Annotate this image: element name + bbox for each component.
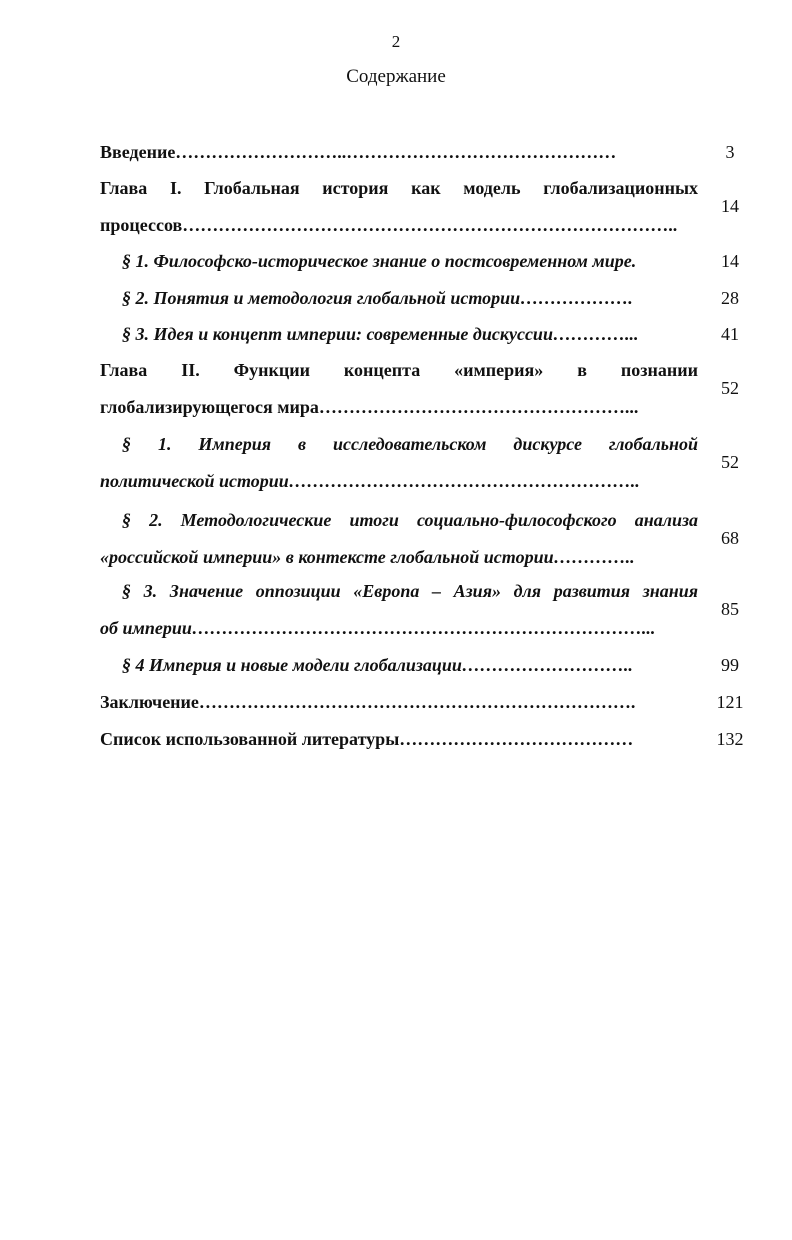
toc-entry-page: 14 [721,251,739,271]
toc-entry-text: § 2. Понятия и методология глобальной истории………………. [122,288,633,308]
toc-entry-text: Список использованной литературы………………………………… [100,729,634,749]
toc-entry-page: 99 [721,655,739,675]
toc-entry-text: Введение………………………..……………………………………… [100,142,617,162]
toc-entry-line-1: Глава I. Глобальная история как модель глобализационных [100,178,698,198]
toc-entry-page: 52 [721,452,739,472]
toc-entry-text: § 1. Философско-историческое знание о постсовременном мире. [122,251,637,271]
toc-entry-page: 41 [721,324,739,344]
toc-entry-line-1: Глава II. Функции концепта «империя» в познании [100,360,698,380]
toc-entry-line-2: «российской империи» в контексте глобальной истории………….. [100,547,635,567]
toc-entry-page: 85 [721,599,739,619]
page-title: Содержание [346,66,446,87]
toc-entry-text [100,170,698,244]
toc-entry-text [100,573,698,647]
toc-entry-text: Заключение………………………………………………………………. [100,692,636,712]
toc-entry-line-2: об империи…………………………………………………………………... [100,618,656,638]
toc-entry-text: § 4 Империя и новые модели глобализации……………………….. [122,655,633,675]
toc-entry-page: 132 [716,729,744,749]
toc-entry-line-2: процессов……………………………………………………………………….. [100,215,678,235]
toc-entry-page: 28 [721,288,739,308]
toc-entry-line-1: § 1. Империя в исследовательском дискурсе глобальной [122,434,698,454]
toc-entry-text [100,352,698,426]
page-number: 2 [391,32,401,51]
toc-entry-page: 3 [725,142,735,162]
toc-entry-line-2: глобализирующегося мира……………………………………………... [100,397,639,417]
toc-entry-text [100,426,698,500]
toc-entry-page: 52 [721,378,739,398]
toc-entry-text [100,502,698,576]
toc-entry-text: § 3. Идея и концепт империи: современные дискуссии…………... [122,324,639,344]
toc-entry-page: 121 [716,692,744,712]
toc-entry-line-2: политической истории………………………………………………….. [100,471,640,491]
toc-entry-line-1: § 2. Методологические итоги социально-философского анализа [122,510,698,530]
toc-entry-line-1: § 3. Значение оппозиции «Европа – Азия» для развития знания [122,581,698,601]
toc-entry-page: 14 [721,196,739,216]
toc-entry-page: 68 [721,528,739,548]
